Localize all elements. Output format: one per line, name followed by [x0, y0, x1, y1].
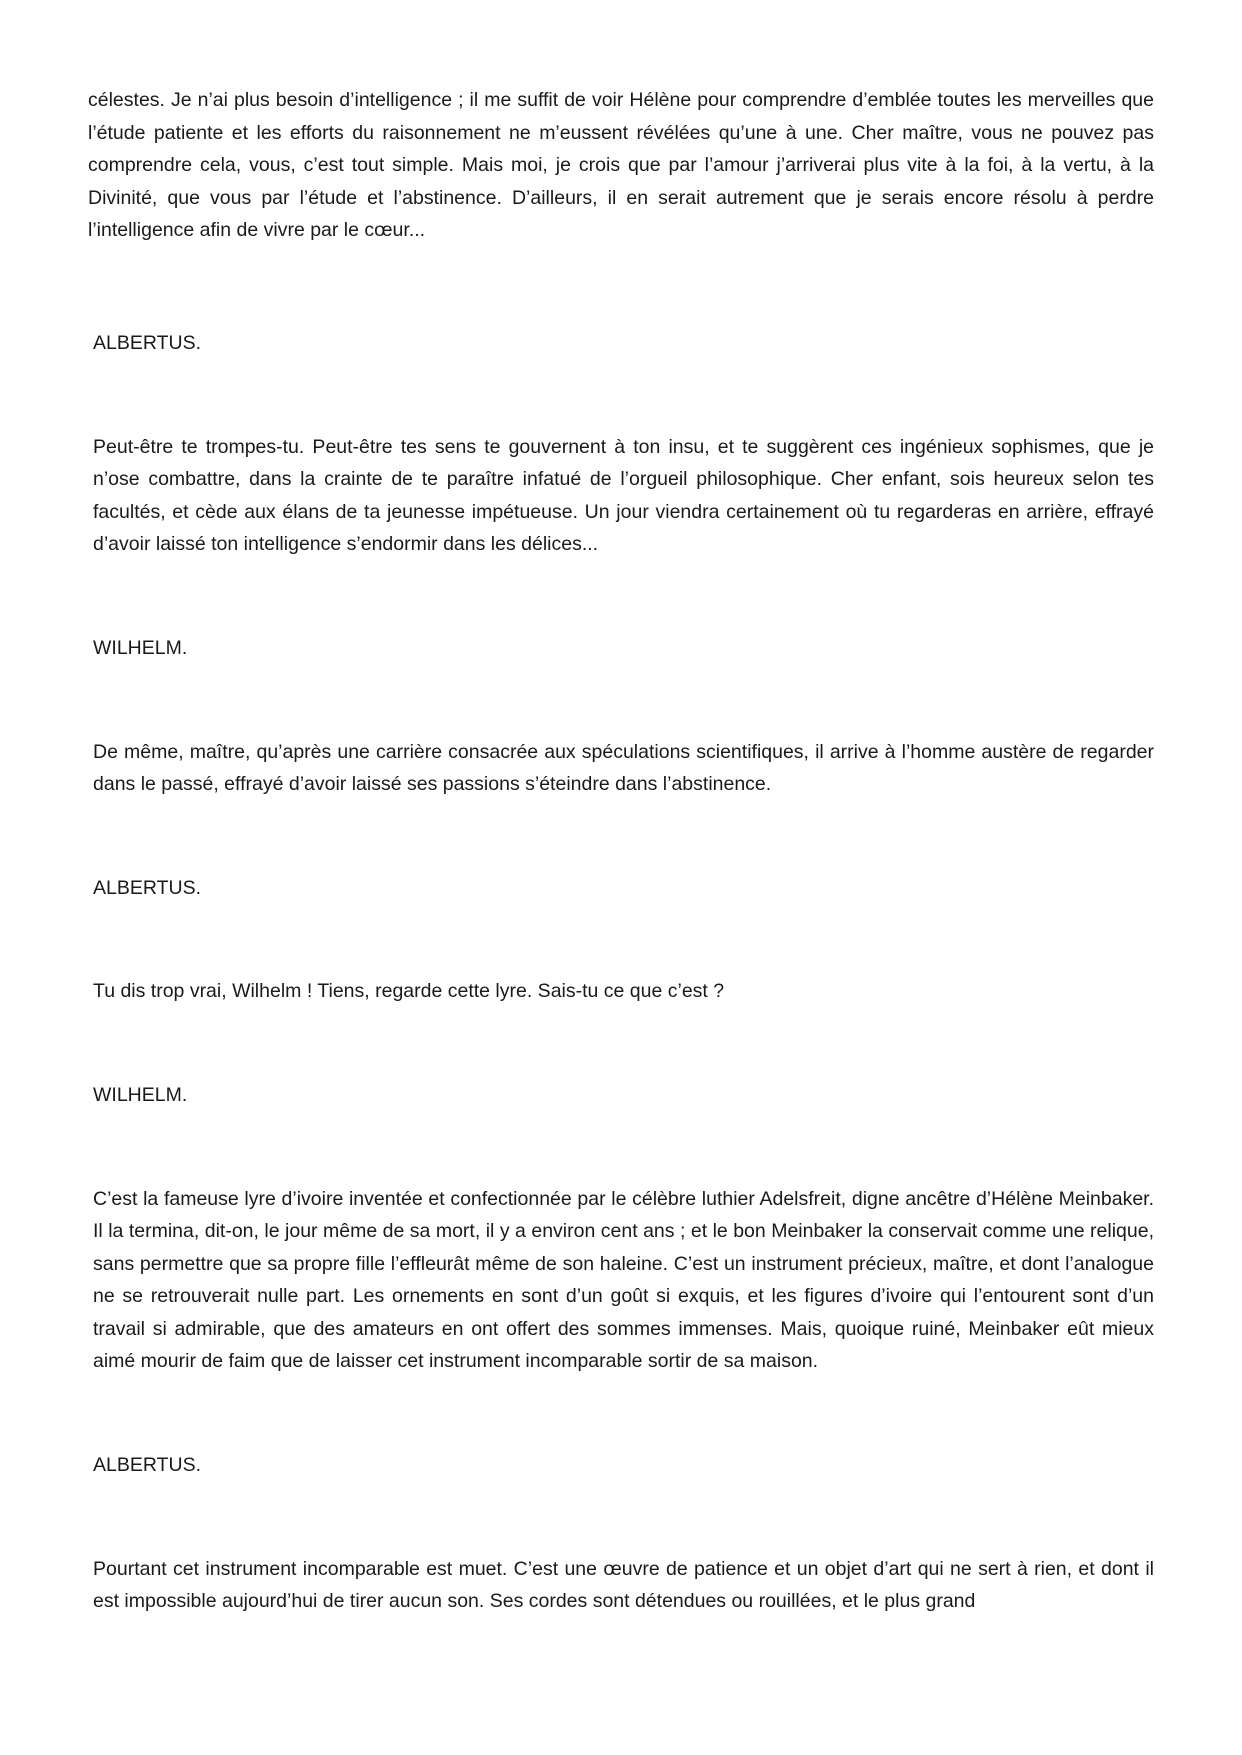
paragraph-albertus-lyre: Tu dis trop vrai, Wilhelm ! Tiens, regarde cette lyre. Sais-tu ce que c’est ?: [93, 980, 725, 1003]
speaker-albertus: ALBERTUS.: [93, 876, 202, 899]
paragraph-wilhelm-continuation: célestes. Je n’ai plus besoin d’intelligence ; il me suffit de voir Hélène pour comprendre d’emblée toutes les merveilles que l’étude patiente et les efforts du raisonnement ne m’eussent révélées qu’une à une. Cher maître, vous ne pouvez pas comprendre cela, vous, c’est tout simple. Mais moi, je crois que par l’amour j’arriverai plus vite à la foi, à la vertu, à la Divinité, que vous par l’étude et l’abstinence. D’ailleurs, il en serait autrement que je serais encore résolu à perdre l’intelligence afin de vivre par le cœur...: [88, 89, 1154, 242]
paragraph-albertus-reply: Peut-être te trompes-tu. Peut-être tes sens te gouvernent à ton insu, et te suggèrent ces ingénieux sophismes, que je n’ose combattre, dans la crainte de te paraître infatué de l’orgueil philosophique. Cher enfant, sois heureux selon tes facultés, et cède aux élans de ta jeunesse impétueuse. Un jour viendra certainement où tu regarderas en arrière, effrayé d’avoir laissé ton intelligence s’endormir dans les délices...: [93, 435, 1154, 556]
speaker-albertus: ALBERTUS.: [93, 1454, 202, 1477]
paragraph-wilhelm-reply: De même, maître, qu’après une carrière consacrée aux spéculations scientifiques, il arrive à l’homme austère de regarder dans le passé, effrayé d’avoir laissé ses passions s’éteindre dans l’abstinence.: [93, 740, 1154, 796]
paragraph-wilhelm-lyre-description: C’est la fameuse lyre d’ivoire inventée et confectionnée par le célèbre luthier Adelsfreit, digne ancêtre d’Hélène Meinbaker. Il la termina, dit-on, le jour même de sa mort, il y a environ cent ans ; et le bon Meinbaker la conservait comme une relique, sans permettre que sa propre fille l’effleurât même de son haleine. C’est un instrument précieux, maître, et dont l’analogue ne se retrouverait nulle part. Les ornements en sont d’un goût si exquis, et les figures d’ivoire qui l’entourent sont d’un travail si admirable, que des amateurs en ont offert des sommes immenses. Mais, quoique ruiné, Meinbaker eût mieux aimé mourir de faim que de laisser cet instrument incomparable sortir de sa maison.: [93, 1187, 1154, 1373]
paragraph-albertus-instrument-mute: Pourtant cet instrument incomparable est muet. C’est une œuvre de patience et un objet d’art qui ne sert à rien, et dont il est impossible aujourd’hui de tirer aucun son. Ses cordes sont détendues ou rouillées, et le plus grand: [93, 1557, 1154, 1613]
speaker-wilhelm: WILHELM.: [93, 1083, 188, 1106]
speaker-albertus: ALBERTUS.: [93, 331, 202, 354]
document-page: [88, 84, 1154, 1618]
speaker-wilhelm: WILHELM.: [93, 636, 188, 659]
